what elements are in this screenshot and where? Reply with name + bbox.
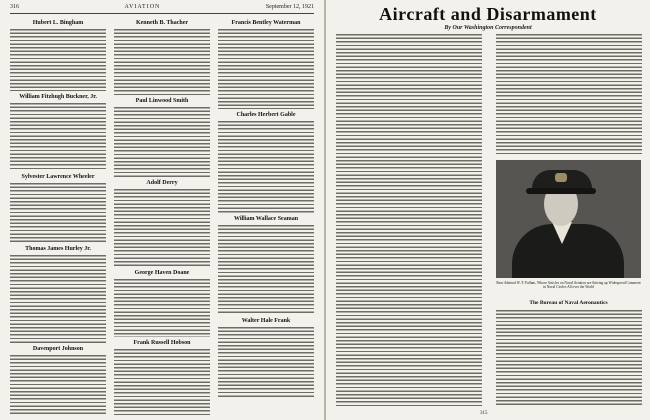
bio-heading: Francis Bentley Waterman: [231, 20, 301, 26]
bio-heading: Hubert L. Bingham: [32, 20, 84, 26]
article-column-left: [336, 34, 482, 408]
bio-text: [10, 183, 106, 243]
article-title: Aircraft and Disarmament: [379, 4, 597, 24]
article-text: [496, 310, 642, 406]
journal-name: AVIATION: [124, 4, 161, 10]
biography-column-2: [114, 17, 210, 417]
head-rule: [10, 13, 314, 14]
article-column-right: [496, 34, 642, 158]
bio-text: [114, 279, 210, 337]
bio-text: [218, 327, 314, 399]
bio-text: [10, 103, 106, 171]
bio-heading: Adolf Derry: [146, 180, 178, 186]
bio-text: [218, 121, 314, 213]
left-page-number: 316: [10, 4, 19, 10]
bio-text: [114, 349, 210, 415]
bio-text: [114, 189, 210, 267]
left-page: [0, 0, 324, 420]
bio-heading: Kenneth B. Thacher: [135, 20, 189, 26]
biography-column-1: [10, 17, 106, 417]
admiral-portrait: [496, 160, 641, 278]
bio-heading: Sylvester Lawrence Wheeler: [21, 174, 95, 180]
right-page: [326, 0, 650, 420]
bio-heading: Charles Herbert Gable: [236, 112, 296, 118]
bio-heading: Thomas James Hurley Jr.: [25, 246, 91, 252]
bio-heading: William Fitzhugh Buckner, Jr.: [19, 94, 97, 100]
bio-text: [10, 355, 106, 415]
bio-text: [114, 29, 210, 95]
biography-column-3: [218, 17, 314, 401]
article-text: [496, 34, 642, 156]
article-column-right-lower: [496, 310, 642, 408]
bio-heading: Frank Russell Hobson: [133, 340, 191, 346]
bio-text: [218, 225, 314, 315]
article-byline: By Our Washington Correspondent: [444, 25, 532, 31]
bio-heading: Davenport Johnson: [32, 346, 84, 352]
bio-text: [10, 29, 106, 91]
issue-date: September 12, 1921: [265, 4, 314, 10]
bio-text: [114, 107, 210, 177]
bio-heading: Walter Hale Frank: [241, 318, 291, 324]
article-text: [336, 34, 482, 406]
cap-brim: [526, 188, 596, 194]
bio-heading: George Haven Doane: [134, 270, 190, 276]
bio-text: [218, 29, 314, 109]
bio-heading: William Wallace Seaman: [233, 216, 299, 222]
left-running-head: [10, 4, 314, 13]
photo-caption: Rear Admiral W. F. Fullam, Whose Articles on Naval Aviation are Stirring up Widespread Comment in Naval Circles All over the World: [496, 281, 641, 290]
article-header: [336, 4, 640, 31]
bio-text: [10, 255, 106, 343]
cap-badge: [555, 173, 567, 182]
bio-heading: Paul Linwood Smith: [135, 98, 189, 104]
uniform-coat: [512, 224, 624, 278]
right-page-number: 315: [480, 411, 488, 416]
section-subheading: The Bureau of Naval Aeronautics: [529, 300, 608, 306]
